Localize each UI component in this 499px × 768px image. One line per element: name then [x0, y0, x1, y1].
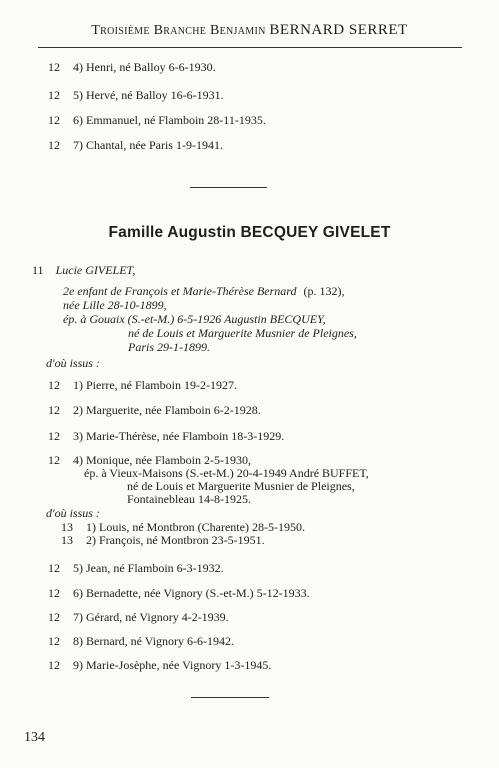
generation-number: 12: [48, 378, 60, 392]
list-item: [48, 610, 229, 625]
entry-text: 6) Bernadette, née Vignory (S.-et-M.) 5-12-1933.: [73, 586, 310, 600]
page-number: 134: [24, 730, 45, 745]
head-birth: née Lille 28-10-1899,: [63, 298, 167, 312]
list-item: [48, 658, 271, 673]
generation-number: 12: [48, 60, 60, 74]
generation-number: 12: [48, 88, 60, 102]
list-item: [48, 586, 310, 601]
head-marriage: ép. à Gouaix (S.-et-M.) 6-5-1926 Augustin BECQUEY,: [63, 312, 326, 326]
entry-text: 8) Bernard, né Vignory 6-6-1942.: [73, 634, 235, 648]
entry-text: 9) Marie-Josèphe, née Vignory 1-3-1945.: [73, 658, 272, 672]
entry-text: 1) Pierre, né Flamboin 19-2-1927.: [73, 378, 237, 392]
entry-text: 3) Marie-Thérèse, née Flamboin 18-3-1929.: [73, 429, 285, 443]
generation-number: 12: [48, 586, 60, 600]
monique-spouse-birth: Fontainebleau 14-8-1925.: [127, 492, 251, 506]
family-head: [32, 263, 135, 278]
generation-number: 12: [48, 658, 60, 672]
head-parents: 2e enfant de François et Marie-Thérèse Bernard: [63, 284, 297, 298]
list-item: [48, 88, 224, 103]
page-reference: (p. 132),: [303, 284, 345, 298]
generation-number: 12: [48, 113, 60, 127]
generation-number: 12: [48, 138, 60, 152]
entry-text: 1) Louis, né Montbron (Charente) 28-5-1950.: [86, 520, 305, 534]
header-rule: [38, 47, 462, 48]
header-benjamin: Benjamin: [209, 23, 266, 38]
entry-text: 2) Marguerite, née Flamboin 6-2-1928.: [73, 403, 261, 417]
head-name: Lucie GIVELET,: [55, 263, 136, 277]
header-branche: Branche: [153, 23, 207, 38]
list-item: [48, 378, 237, 393]
entry-text: 2) François, né Montbron 23-5-1951.: [86, 533, 265, 547]
issus-label: d'où issus :: [46, 506, 100, 520]
head-detail-line: [63, 284, 345, 299]
generation-number: 12: [48, 403, 60, 417]
generation-number: 12: [48, 561, 60, 575]
family-title: Famille Augustin BECQUEY GIVELET: [108, 224, 391, 241]
monique-spouse-parents: né de Louis et Marguerite Musnier de Pleignes,: [127, 479, 355, 493]
header-troisieme: Troisième: [91, 23, 150, 38]
spouse-parents: né de Louis et Marguerite Musnier de Pleignes,: [128, 326, 357, 340]
spouse-birth: Paris 29-1-1899.: [128, 340, 210, 354]
section-divider: [190, 187, 267, 188]
entry-text: 6) Emmanuel, né Flamboin 28-11-1935.: [73, 113, 266, 127]
generation-number: 12: [48, 453, 60, 467]
entry-text: 7) Gérard, né Vignory 4-2-1939.: [73, 610, 229, 624]
monique-marriage: ép. à Vieux-Maisons (S.-et-M.) 20-4-1949 André BUFFET,: [84, 466, 369, 480]
list-item: [48, 634, 234, 649]
section-divider: [191, 697, 269, 698]
entry-text: 4) Henri, né Balloy 6-6-1930.: [73, 60, 216, 74]
issus-label: d'où issus :: [46, 356, 100, 370]
list-item: [48, 60, 216, 75]
generation-number: 11: [32, 263, 44, 277]
list-item: [61, 533, 265, 548]
generation-number: 13: [61, 533, 73, 547]
list-item: [48, 561, 224, 576]
header-surnames: BERNARD SERRET: [269, 22, 408, 38]
generation-number: 12: [48, 429, 60, 443]
generation-number: 12: [48, 610, 60, 624]
generation-number: 13: [61, 520, 73, 534]
entry-text: 5) Jean, né Flamboin 6-3-1932.: [73, 561, 224, 575]
entry-text: 5) Hervé, né Balloy 16-6-1931.: [73, 88, 224, 102]
entry-text: 4) Monique, née Flamboin 2-5-1930,: [73, 453, 251, 467]
list-item: [48, 138, 223, 153]
generation-number: 12: [48, 634, 60, 648]
entry-text: 7) Chantal, née Paris 1-9-1941.: [73, 138, 223, 152]
running-header: [0, 22, 499, 39]
list-item: [48, 113, 266, 128]
list-item: [48, 429, 284, 444]
list-item: [48, 403, 261, 418]
